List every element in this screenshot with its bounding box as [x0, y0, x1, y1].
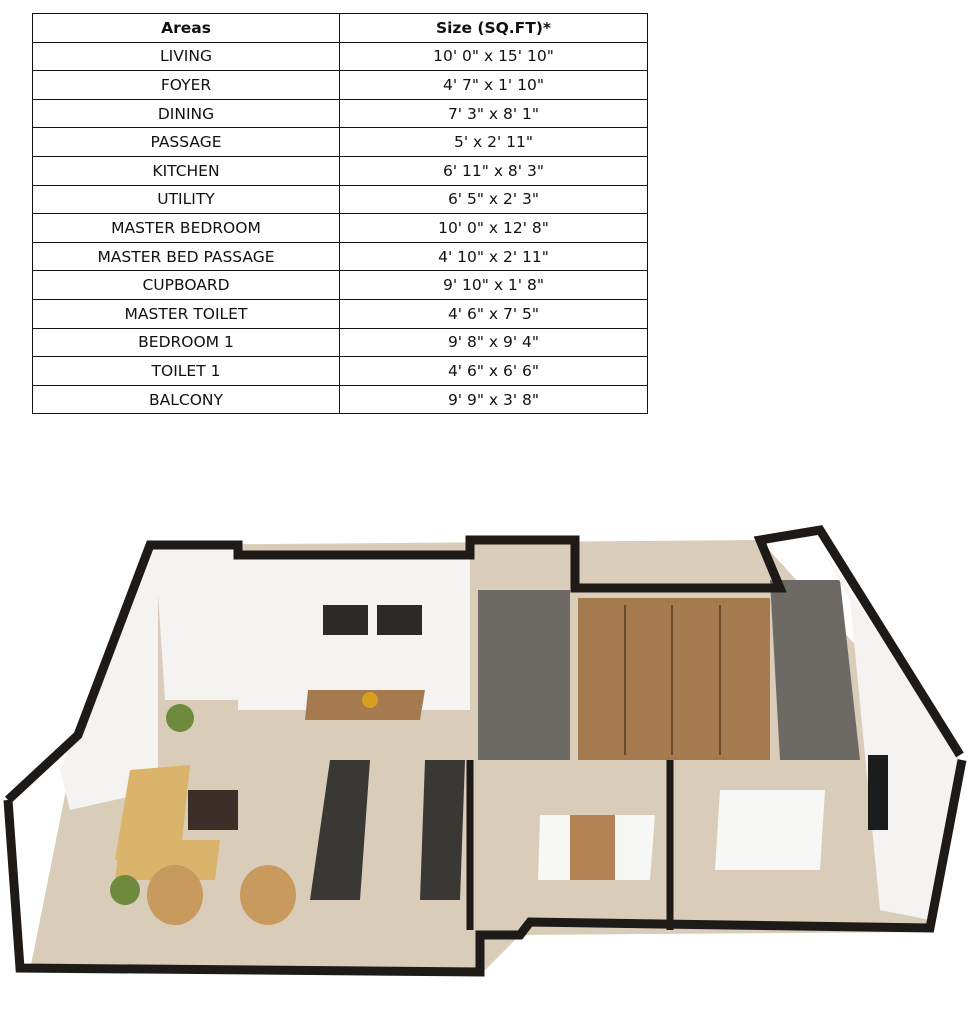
size-cell: 4' 6" x 7' 5"	[340, 299, 648, 328]
master-toilet-wall	[478, 590, 570, 760]
size-cell: 9' 9" x 3' 8"	[340, 385, 648, 414]
size-cell: 10' 0" x 12' 8"	[340, 214, 648, 243]
table-row	[33, 185, 648, 214]
area-cell: MASTER TOILET	[33, 299, 340, 328]
table-row	[33, 71, 648, 100]
size-cell: 4' 7" x 1' 10"	[340, 71, 648, 100]
plant	[110, 875, 140, 905]
table-row	[33, 128, 648, 157]
living-back-wall	[155, 548, 238, 700]
area-cell: BALCONY	[33, 385, 340, 414]
area-cell: UTILITY	[33, 185, 340, 214]
size-cell: 4' 10" x 2' 11"	[340, 242, 648, 271]
table-header-row	[33, 14, 648, 43]
toilet1-wall	[770, 580, 860, 760]
table-row	[33, 271, 648, 300]
table-row	[33, 42, 648, 71]
area-cell: PASSAGE	[33, 128, 340, 157]
table-row	[33, 357, 648, 386]
size-cell: 5' x 2' 11"	[340, 128, 648, 157]
areas-size-table	[32, 13, 648, 414]
fruit-bowl	[362, 692, 378, 708]
area-cell: BEDROOM 1	[33, 328, 340, 357]
area-cell: DINING	[33, 99, 340, 128]
header-areas: Areas	[33, 14, 340, 43]
armchair	[147, 865, 203, 925]
armchair	[240, 865, 296, 925]
kitchen-counter-right	[420, 760, 465, 900]
cupboard	[578, 598, 770, 760]
plant	[166, 704, 194, 732]
tv	[868, 755, 888, 830]
wall-frame	[323, 605, 368, 635]
area-cell: MASTER BEDROOM	[33, 214, 340, 243]
area-cell: FOYER	[33, 71, 340, 100]
area-cell: KITCHEN	[33, 156, 340, 185]
size-cell: 6' 11" x 8' 3"	[340, 156, 648, 185]
table-row	[33, 156, 648, 185]
area-cell: TOILET 1	[33, 357, 340, 386]
area-cell: MASTER BED PASSAGE	[33, 242, 340, 271]
size-cell: 9' 10" x 1' 8"	[340, 271, 648, 300]
table-row	[33, 328, 648, 357]
wall-frame	[377, 605, 422, 635]
size-cell: 10' 0" x 15' 10"	[340, 42, 648, 71]
area-cell: CUPBOARD	[33, 271, 340, 300]
coffee-table	[188, 790, 238, 830]
table-row	[33, 242, 648, 271]
bed-runner	[570, 815, 615, 880]
size-cell: 9' 8" x 9' 4"	[340, 328, 648, 357]
table-row	[33, 99, 648, 128]
bedroom1-bed	[715, 790, 825, 870]
size-cell: 4' 6" x 6' 6"	[340, 357, 648, 386]
size-cell: 7' 3" x 8' 1"	[340, 99, 648, 128]
header-size: Size (SQ.FT)*	[340, 14, 648, 43]
area-cell: LIVING	[33, 42, 340, 71]
table-row	[33, 214, 648, 243]
size-cell: 6' 5" x 2' 3"	[340, 185, 648, 214]
table-row	[33, 385, 648, 414]
table-row	[33, 299, 648, 328]
isometric-floor-plan	[0, 520, 978, 990]
